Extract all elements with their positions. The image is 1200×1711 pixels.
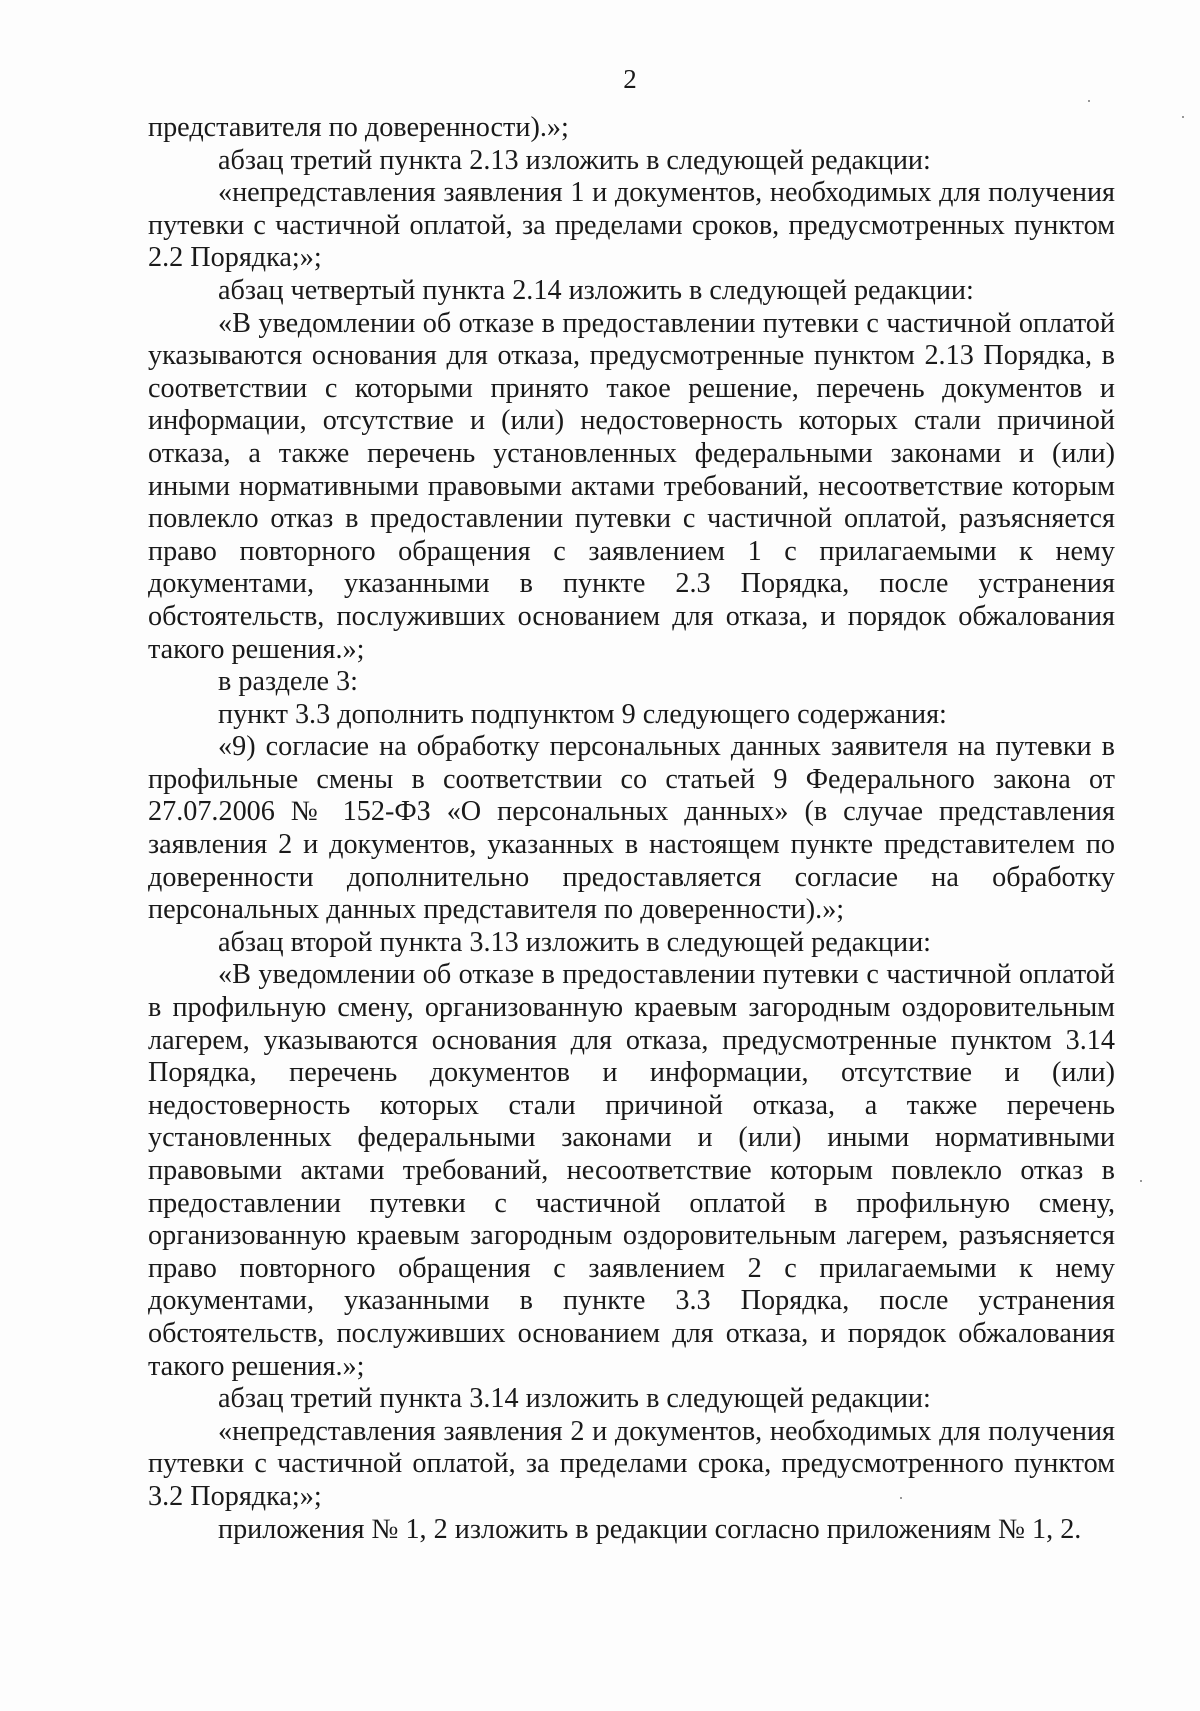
paragraph: абзац второй пункта 3.13 изложить в следующей редакции: [218,926,932,958]
paragraph: абзац третий пункта 2.13 изложить в следующей редакции: [218,144,931,176]
paragraph: приложения № 1, 2 изложить в редакции согласно приложениям № 1, 2. [218,1513,1082,1545]
paragraph: «9) согласие на обработку персональных данных заявителя на путевки в профильные смены в соответствии со статьей 9 Федерального закона от 27.07.2006 № 152-ФЗ «О персональных данных» (в случае представления заявления 2 и документов, указанных в настоящем пункте представителем по доверенности дополнительно предоставляется согласие на обработку персональных данных представителя по доверенности).»; [148,731,1115,926]
paragraph-continuation: представителя по доверенности).»; [148,112,569,143]
paragraph: «В уведомлении об отказе в предоставлении путевки с частичной оплатой в профильную смену, организованную краевым загородным оздоровительным лагерем, указываются основания для отказа, предусмотренные пунктом 3.14 Порядка, перечень документов и информации, отсутствие и (или) недостоверность которых стали причиной отказа, а также перечень установленных федеральными законами и (или) иными нормативными правовыми актами требований, несоответствие которым повлекло отказ в предоставлении путевки с частичной оплатой в профильную смену, организованную краевым загородным оздоровительным лагерем, разъясняется право повторного обращения с заявлением 2 с прилагаемыми к нему документами, указанными в пункте 3.3 Порядка, после устранения обстоятельств, послуживших основанием для отказа, и порядок обжалования такого решения.»; [148,959,1115,1382]
paragraph: в разделе 3: [218,666,358,698]
paragraph: абзац четвертый пункта 2.14 изложить в следующей редакции: [218,274,974,306]
scan-speck [1182,116,1184,118]
scan-speck [900,1497,902,1499]
page-number: 2 [623,64,637,94]
scan-speck [1088,100,1090,102]
paragraph: «В уведомлении об отказе в предоставлении путевки с частичной оплатой указываются основания для отказа, предусмотренные пунктом 2.13 Порядка, в соответствии с которыми принято такое решение, перечень документов и информации, отсутствие и (или) недостоверность которых стали причиной отказа, а также перечень установленных федеральными законами и (или) иными нормативными правовыми актами требований, несоответствие которым повлекло отказ в предоставлении путевки с частичной оплатой, разъясняется право повторного обращения с заявлением 1 с прилагаемыми к нему документами, указанными в пункте 2.3 Порядка, после устранения обстоятельств, послуживших основанием для отказа, и порядок обжалования такого решения.»; [148,307,1115,665]
document-body [148,112,1115,1546]
scan-speck [1140,1180,1142,1182]
paragraph: абзац третий пункта 3.14 изложить в следующей редакции: [218,1383,931,1415]
paragraph: пункт 3.3 дополнить подпунктом 9 следующего содержания: [218,698,947,730]
paragraph: «непредставления заявления 1 и документов, необходимых для получения путевки с частичной оплатой, за пределами сроков, предусмотренных пунктом 2.2 Порядка;»; [148,177,1115,274]
paragraph: «непредставления заявления 2 и документов, необходимых для получения путевки с частичной оплатой, за пределами срока, предусмотренного пунктом 3.2 Порядка;»; [148,1415,1115,1512]
